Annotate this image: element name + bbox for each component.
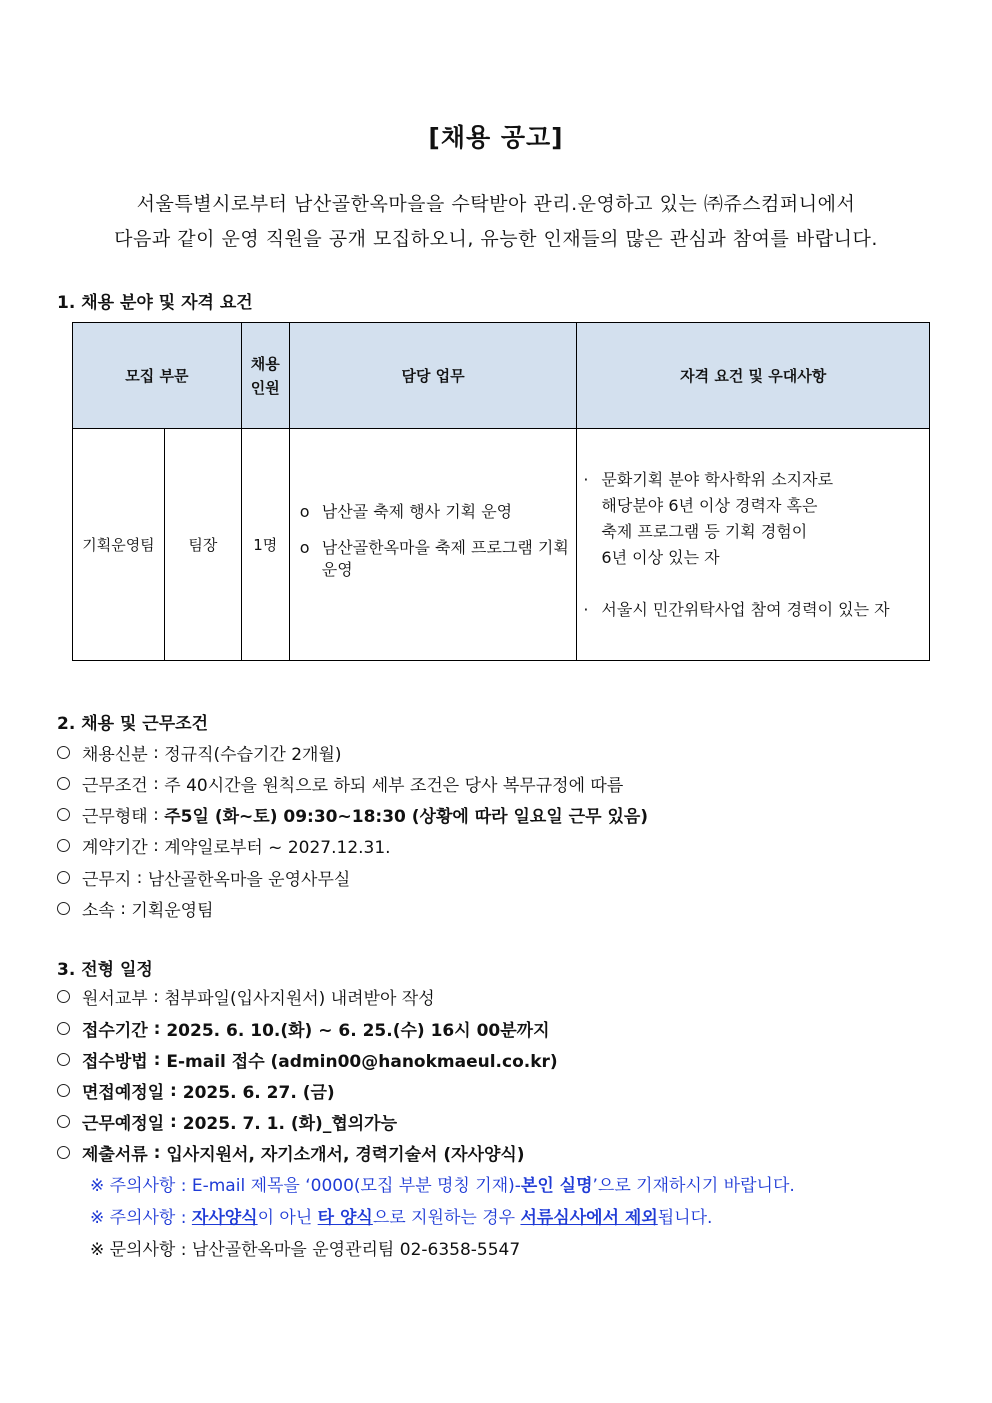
item-sep: : bbox=[147, 773, 165, 794]
circle-bullet-icon bbox=[57, 902, 70, 915]
item-label: 계약기간 bbox=[82, 838, 148, 858]
inquiry-note bbox=[90, 1235, 520, 1260]
note-text: 주의사항 : E-mail 제목을 ‘0000(모집 부분 명칭 기재)- bbox=[104, 1176, 521, 1196]
note-text: 됩니다. bbox=[657, 1208, 713, 1228]
header-dept: 모집 부문 bbox=[73, 323, 242, 429]
header-duty: 담당 업무 bbox=[289, 323, 577, 429]
section2-heading: 2. 채용 및 근무조건 bbox=[57, 714, 208, 734]
list-item bbox=[57, 865, 350, 890]
qual-text bbox=[601, 467, 833, 571]
circle-bullet-icon bbox=[57, 746, 70, 759]
item-sep: : bbox=[164, 1111, 183, 1132]
cell-duties bbox=[289, 429, 577, 661]
item-value: 주5일 (화~토) 09:30~18:30 (상황에 따라 일요일 근무 있음) bbox=[164, 807, 649, 827]
header-qual: 자격 요건 및 우대사항 bbox=[577, 323, 930, 429]
list-item bbox=[57, 1140, 525, 1165]
item-value: 계약일로부터 ~ 2027.12.31. bbox=[164, 838, 391, 858]
item-value: 2025. 6. 27. (금) bbox=[182, 1083, 335, 1103]
list-item bbox=[57, 1109, 397, 1134]
item-label: 소속 bbox=[82, 901, 115, 921]
list-item bbox=[57, 771, 623, 796]
item-value: 2025. 6. 10.(화) ~ 6. 25.(수) 16시 00분까지 bbox=[166, 1021, 550, 1041]
item-sep: : bbox=[147, 804, 165, 825]
item-value: 정규직(수습기간 2개월) bbox=[164, 745, 342, 765]
note-text: 으로 지원하는 경우 bbox=[372, 1208, 521, 1228]
note-emphasis: 타 양식 bbox=[317, 1208, 373, 1228]
duty-bullet: o bbox=[299, 537, 310, 557]
qual-line: 해당분야 6년 이상 경력자 혹은 bbox=[601, 495, 818, 515]
duty-item bbox=[300, 501, 577, 523]
item-sep: : bbox=[147, 1018, 167, 1039]
list-item bbox=[57, 740, 342, 765]
item-label: 근무지 bbox=[82, 870, 132, 890]
list-item bbox=[57, 833, 391, 858]
item-sep: : bbox=[164, 1080, 183, 1101]
circle-bullet-icon bbox=[57, 1146, 70, 1159]
reference-mark-icon: ※ bbox=[90, 1240, 105, 1260]
item-label: 근무조건 bbox=[82, 776, 148, 796]
circle-bullet-icon bbox=[57, 777, 70, 790]
section1-heading: 1. 채용 분야 및 자격 요건 bbox=[57, 293, 253, 313]
qual-bullet: · bbox=[583, 469, 589, 489]
table-row bbox=[73, 429, 930, 661]
duty-item bbox=[300, 537, 577, 581]
note-text: 주의사항 : bbox=[104, 1208, 192, 1228]
caution-note-1 bbox=[90, 1171, 795, 1196]
caution-note-2 bbox=[90, 1203, 712, 1228]
table-header-row bbox=[73, 323, 930, 429]
item-value: 기획운영팀 bbox=[131, 901, 214, 921]
note-emphasis: 서류심사에서 제외 bbox=[520, 1208, 658, 1228]
item-label: 접수방법 bbox=[82, 1052, 148, 1072]
item-sep: : bbox=[131, 867, 148, 888]
item-sep: : bbox=[147, 835, 165, 856]
qual-bullet: · bbox=[583, 599, 589, 619]
qual-line: 문화기획 분야 학사학위 소지자로 bbox=[601, 469, 834, 489]
note-text: ’으로 기재하시기 바랍니다. bbox=[592, 1176, 795, 1196]
item-label: 근무형태 bbox=[82, 807, 148, 827]
item-sep: : bbox=[147, 1049, 167, 1070]
circle-bullet-icon bbox=[57, 990, 70, 1003]
cell-count: 1명 bbox=[241, 429, 289, 661]
list-item bbox=[57, 1078, 335, 1103]
item-label: 제출서류 bbox=[82, 1145, 148, 1165]
item-label: 원서교부 bbox=[82, 989, 148, 1009]
note-text: 이 아닌 bbox=[257, 1208, 318, 1228]
note-emphasis: 본인 실명 bbox=[520, 1176, 593, 1196]
item-value: 입사지원서, 자기소개서, 경력기술서 (자사양식) bbox=[166, 1145, 525, 1165]
duty-bullet: o bbox=[299, 501, 310, 521]
item-sep: : bbox=[147, 986, 165, 1007]
item-value: 첨부파일(입사지원서) 내려받아 작성 bbox=[164, 989, 435, 1009]
item-value: 남산골한옥마을 운영사무실 bbox=[147, 870, 351, 890]
list-item bbox=[57, 1047, 558, 1072]
list-item bbox=[57, 984, 435, 1009]
item-sep: : bbox=[147, 1142, 167, 1163]
list-item bbox=[57, 896, 214, 921]
qual-item bbox=[583, 597, 923, 623]
qual-item bbox=[583, 467, 923, 571]
intro-line-1: 서울특별시로부터 남산골한옥마을을 수탁받아 관리.운영하고 있는 ㈜쥬스컴퍼니에서 bbox=[136, 193, 856, 215]
circle-bullet-icon bbox=[57, 808, 70, 821]
section3-heading: 3. 전형 일정 bbox=[57, 960, 153, 980]
item-value: 2025. 7. 1. (화)_협의가능 bbox=[182, 1114, 398, 1134]
circle-bullet-icon bbox=[57, 1022, 70, 1035]
recruitment-table bbox=[72, 322, 930, 661]
intro-line-2: 다음과 같이 운영 직원을 공개 모집하오니, 유능한 인재들의 많은 관심과 참여를 바랍니다. bbox=[114, 228, 878, 250]
item-value: E-mail 접수 (admin00@hanokmaeul.co.kr) bbox=[166, 1052, 558, 1072]
circle-bullet-icon bbox=[57, 1053, 70, 1066]
list-item bbox=[57, 802, 648, 827]
circle-bullet-icon bbox=[57, 871, 70, 884]
item-sep: : bbox=[147, 742, 165, 763]
item-label: 근무예정일 bbox=[82, 1114, 165, 1134]
cell-position: 팀장 bbox=[164, 429, 241, 661]
header-count-line1: 채용 bbox=[250, 354, 280, 373]
item-label: 채용신분 bbox=[82, 745, 148, 765]
note-text: 문의사항 : 남산골한옥마을 운영관리팀 02-6358-5547 bbox=[104, 1240, 521, 1260]
item-label: 접수기간 bbox=[82, 1021, 148, 1041]
reference-mark-icon: ※ bbox=[90, 1208, 105, 1228]
duty-text: 남산골 축제 행사 기획 운영 bbox=[321, 501, 513, 521]
header-count bbox=[241, 323, 289, 429]
qual-line: 6년 이상 있는 자 bbox=[601, 547, 720, 567]
circle-bullet-icon bbox=[57, 1115, 70, 1128]
cell-team: 기획운영팀 bbox=[73, 429, 165, 661]
duty-text: 남산골한옥마을 축제 프로그램 기획 운영 bbox=[321, 537, 569, 579]
reference-mark-icon: ※ bbox=[90, 1176, 105, 1196]
header-count-line2: 인원 bbox=[250, 378, 280, 397]
qual-text: 서울시 민간위탁사업 참여 경력이 있는 자 bbox=[601, 599, 890, 619]
circle-bullet-icon bbox=[57, 1084, 70, 1097]
cell-qualifications bbox=[577, 429, 930, 661]
qual-line: 축제 프로그램 등 기획 경험이 bbox=[601, 521, 808, 541]
note-emphasis: 자사양식 bbox=[191, 1208, 258, 1228]
page-title: [채용 공고] bbox=[428, 123, 564, 152]
list-item bbox=[57, 1016, 550, 1041]
item-sep: : bbox=[114, 898, 132, 919]
item-value: 주 40시간을 원칙으로 하되 세부 조건은 당사 복무규정에 따름 bbox=[164, 776, 624, 796]
item-label: 면접예정일 bbox=[82, 1083, 165, 1103]
circle-bullet-icon bbox=[57, 839, 70, 852]
